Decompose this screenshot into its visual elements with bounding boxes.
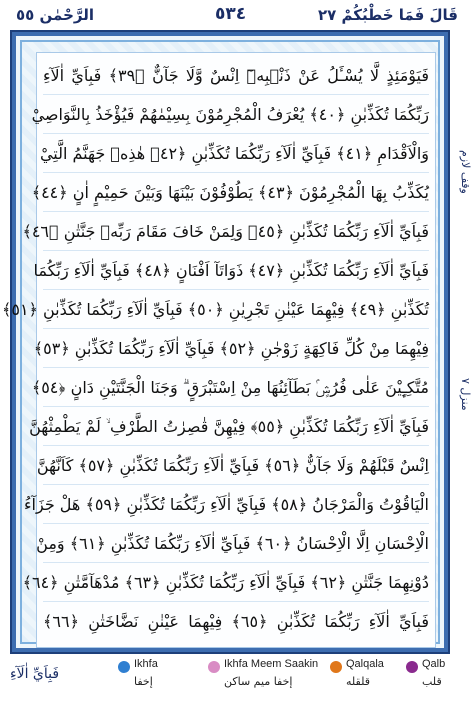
juz-name: قَالَ فَمَا خَطْبُكُمْ ٢٧ [318,6,458,24]
legend-label-ar: إخفا ميم ساكن [224,675,293,688]
text-line-3: وَالْاَقْدَامِ ﴿٤١﴾ فَبِاَيِّ اٰلَآءِ رَبِّكُمَا تُكَذِّبٰنِ ﴿٤٢﴾ هٰذِهٖ جَهَنَّمُ الَّتِيْ [39,144,429,163]
text-line-10: فَبِاَيِّ اٰلَآءِ رَبِّكُمَا تُكَذِّبٰنِ ﴿٥٥﴾ فِيْهِنَّ قٰصِرٰتُ الطَّرْفِ ۙ لَمْ يَطْمِثْهُنَّ [29,417,429,436]
page-number: ٥٣٤ [215,4,247,24]
legend-label-ar: قلب [422,675,442,688]
catchword: فَبِاَيِّ اٰلَآءِ [10,666,60,682]
text-line-8: فِيْهِمَا مِنْ كُلِّ فَاكِهَةٍ زَوْجٰنِ ﴿٥٢﴾ فَبِاَيِّ اٰلَآءِ رَبِّكُمَا تُكَذِّبٰنِ ﴿٥٣﴾ [33,339,429,358]
text-line-7: تُكَذِّبٰنِ ﴿٤٩﴾ فِيْهِمَا عَيْنٰنِ تَجْرِيٰنِ ﴿٥٠﴾ فَبِاَيِّ اٰلَآءِ رَبِّكُمَا تُكَذِّبٰنِ ﴿٥١﴾ [1,300,429,319]
text-line-2: رَبِّكُمَا تُكَذِّبٰنِ ﴿٤٠﴾ يُعْرَفُ الْمُجْرِمُوْنَ بِسِيْمٰهُمْ فَيُؤْخَذُ بِالنَّوَاصِيْ [31,105,429,124]
manzil-label: منزل ٧ [459,378,472,411]
line-rule [43,94,429,95]
text-line-12: الْيَاقُوْتُ وَالْمَرْجَانُ ﴿٥٨﴾ فَبِاَيِّ اٰلَآءِ رَبِّكُمَا تُكَذِّبٰنِ ﴿٥٩﴾ هَلْ جَزَآءُ [24,495,429,514]
line-rule [43,445,429,446]
frame-border [1,40,440,644]
legend-label-en: Ikhfa Meem Saakin [224,658,319,670]
text-line-9: مُتَّكِـِٕيْنَ عَلٰى فُرُشٍۢ بَطَآئِنُهَا مِنْ اِسْتَبْرَقٍ ۗ وَجَنَا الْجَنَّتَيْنِ دَانٍ ﴿٥٤﴾ [31,378,429,397]
line-rule [43,211,429,212]
line-rule [43,133,429,134]
text-line-4: يُكَذِّبُ بِهَا الْمُجْرِمُوْنَ ﴿٤٣﴾ يَطُوْفُوْنَ بَيْنَهَا وَبَيْنَ حَمِيْمٍ اٰنٍ ﴿٤٤﴾ [31,183,429,202]
page-header [0,0,474,30]
text-line-6: فَبِاَيِّ اٰلَآءِ رَبِّكُمَا تُكَذِّبٰنِ ﴿٤٧﴾ ذَوَاتَآ اَفْنَانٍ ﴿٤٨﴾ فَبِاَيِّ اٰلَآءِ رَبِّكُمَا [33,261,429,280]
color-dot-icon [208,661,220,673]
legend-label-en: Ikhfa [134,658,158,670]
text-line-14: دُوْنِهِمَا جَنَّتٰنِ ﴿٦٢﴾ فَبِاَيِّ اٰلَآءِ رَبِّكُمَا تُكَذِّبٰنِ ﴿٦٣﴾ مُدْهَآمَّتٰنِ ﴿٦٤﴾ [22,573,429,592]
text-line-15: فَبِاَيِّ اٰلَآءِ رَبِّكُمَا تُكَذِّبٰنِ ﴿٦٥﴾ فِيْهِمَا عَيْنٰنِ نَضَّاخَتٰنِ ﴿٦٦﴾ [43,612,429,631]
line-rule [43,289,429,290]
color-dot-icon [118,661,130,673]
quran-text-area [1,52,436,648]
line-rule [43,367,429,368]
line-rule [43,250,429,251]
waqf-lazim-label: وقف لازم [459,150,472,194]
line-rule [43,172,429,173]
line-rule [43,406,429,407]
line-rule [43,523,429,524]
line-rule [43,484,429,485]
surah-name: الرَّحْمٰن ٥٥ [16,6,95,24]
line-rule [43,328,429,329]
text-line-1: فَيَوْمَئِذٍ لَّا يُسْـَٔلُ عَنْ ذَنْۢبِهٖٓ اِنْسٌ وَّلَا جَآنٌّ ﴿٣٩﴾ فَبِاَيِّ اٰلَآءِ [43,66,430,85]
color-dot-icon [330,661,342,673]
page-frame [1,30,450,654]
legend-label-ar: قلقله [346,675,371,688]
text-line-13: الْاِحْسَانِ اِلَّا الْاِحْسَانُ ﴿٦٠﴾ فَبِاَيِّ اٰلَآءِ رَبِّكُمَا تُكَذِّبٰنِ ﴿٦١﴾ وَمِنْ [36,534,429,553]
line-rule [43,562,429,563]
legend-label-ar: إخفا [134,675,153,688]
legend-label-en: Qalb [422,658,446,670]
text-line-11: اِنْسٌ قَبْلَهُمْ وَلَا جَآنٌّ ﴿٥٦﴾ فَبِاَيِّ اٰلَآءِ رَبِّكُمَا تُكَذِّبٰنِ ﴿٥٧﴾ كَاَنَّهُنَّ [36,456,429,475]
legend-label-en: Qalqala [346,658,384,670]
text-line-5: فَبِاَيِّ اٰلَآءِ رَبِّكُمَا تُكَذِّبٰنِ ﴿٤٥﴾ وَلِمَنْ خَافَ مَقَامَ رَبِّهٖ جَنَّتٰنِ ﴿٤٦﴾ [22,222,429,241]
color-dot-icon [406,661,418,673]
line-rule [43,601,429,602]
